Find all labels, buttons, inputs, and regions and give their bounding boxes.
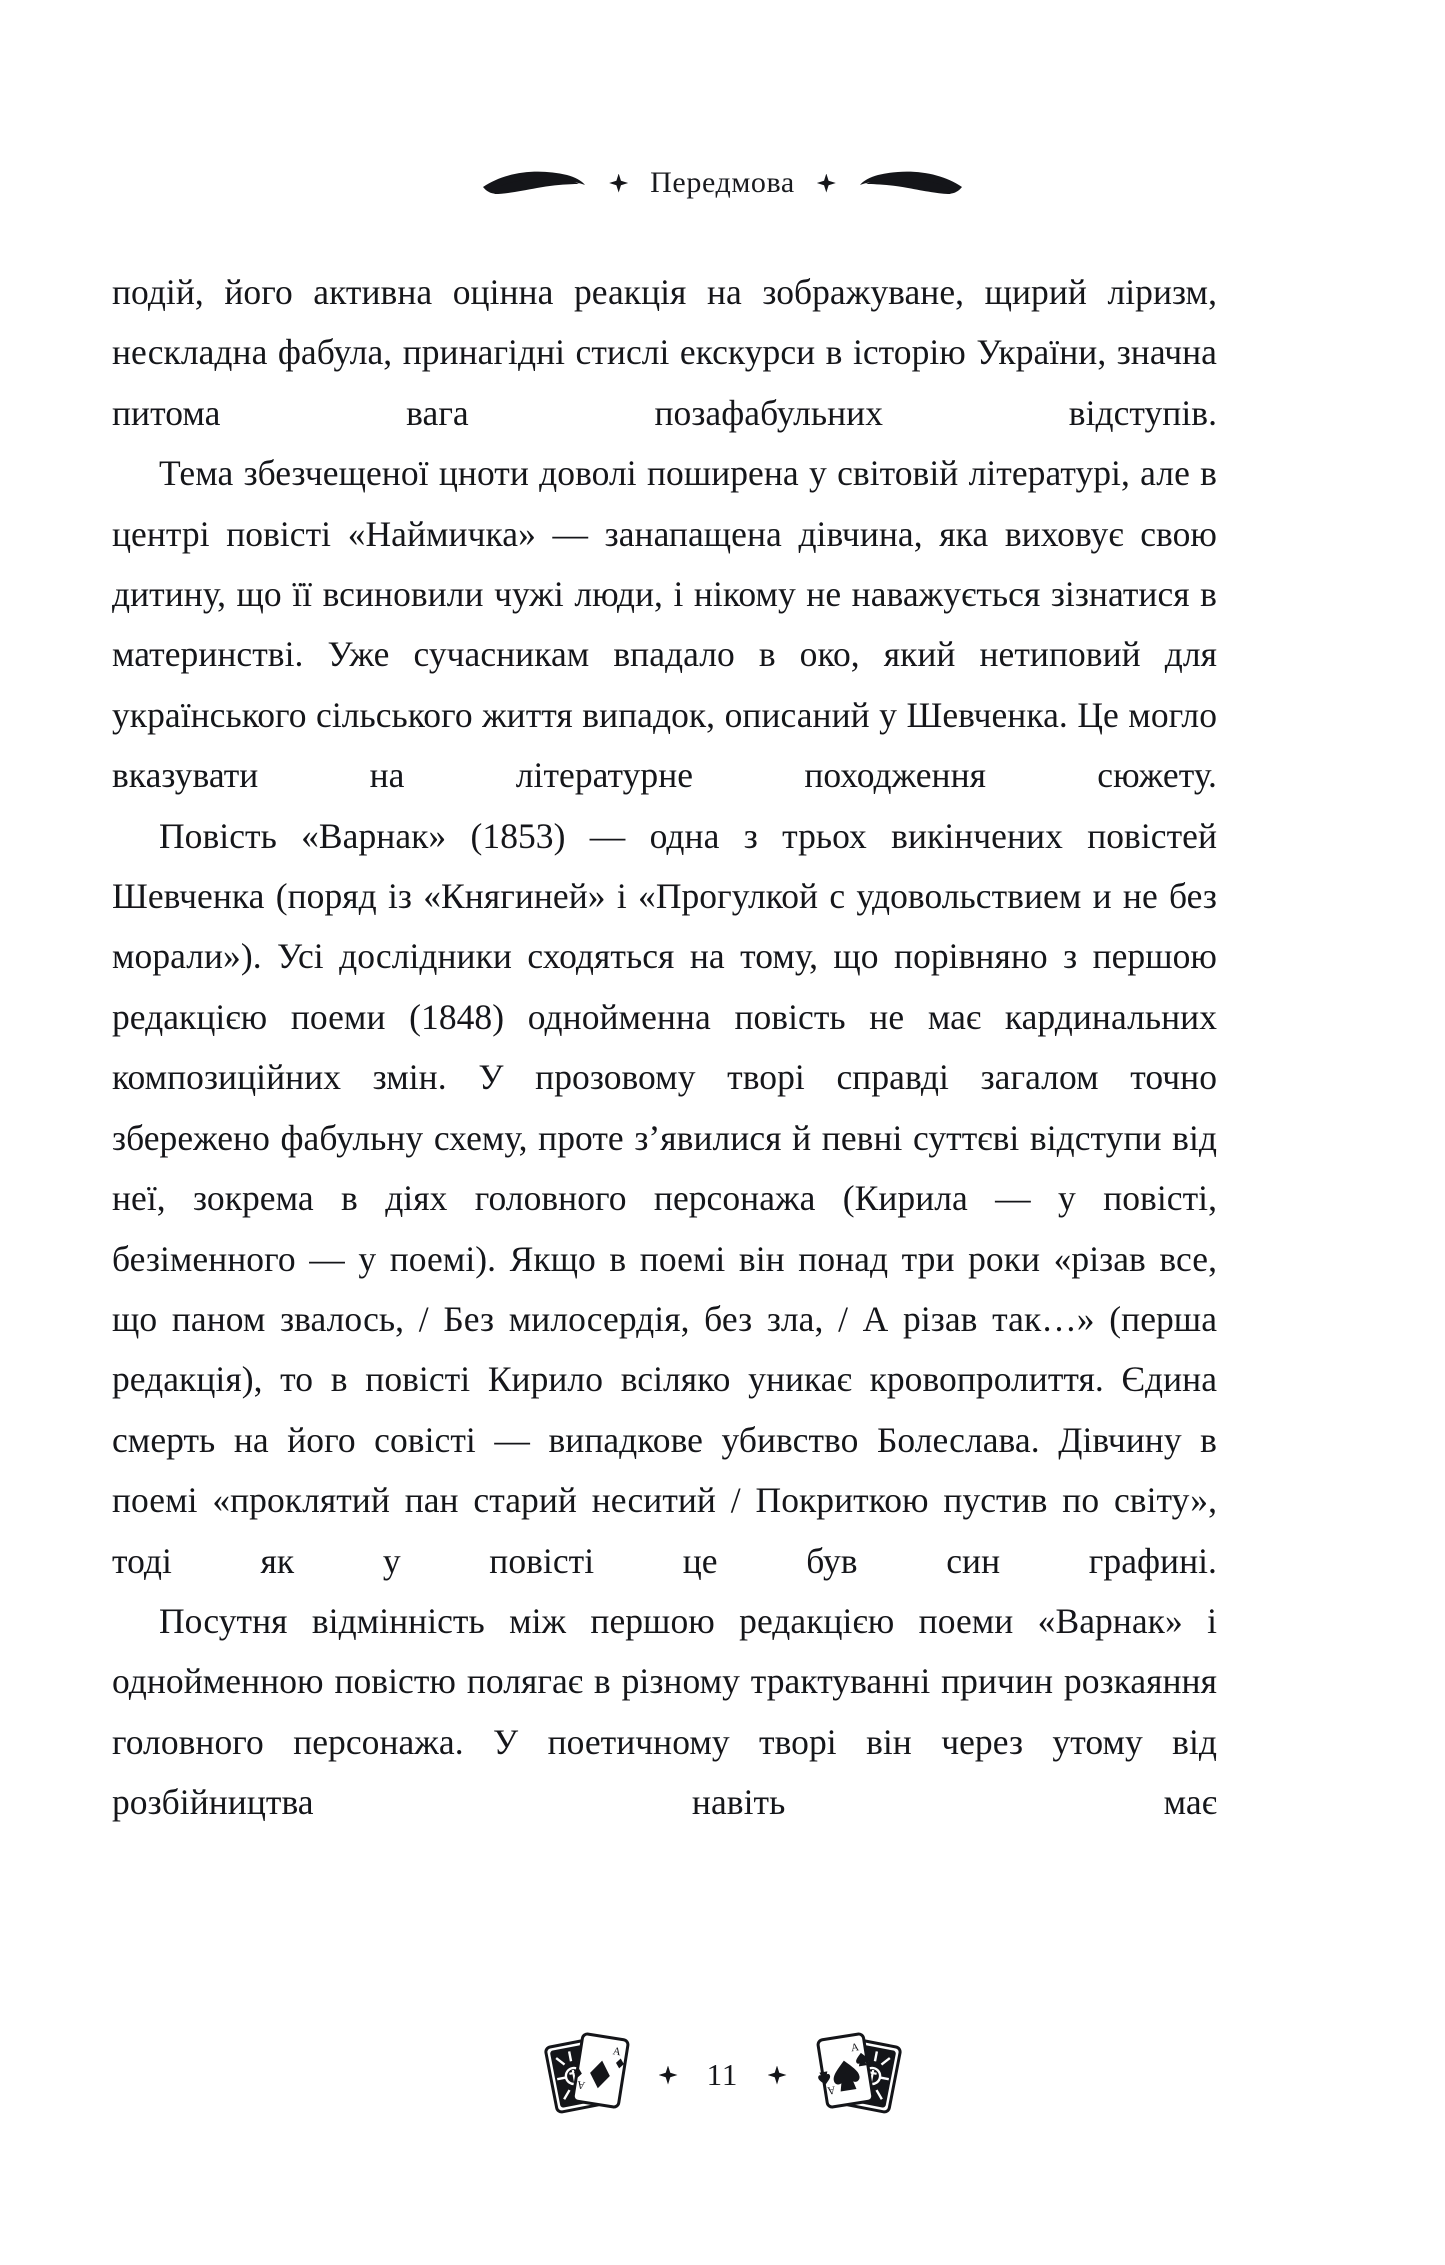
diamond-bullet-right-icon: [817, 174, 836, 193]
footer-diamond-bullet-left-icon: [659, 2066, 678, 2085]
paragraph-3: Повість «Варнак» (1853) — одна з трьох викінчених повістей Шевченка (поряд із «Княгиней» і «Прогулкой с удовольствием и не без морали»). Усі дослідники сходяться на тому, що порівняно з першою редакцією поеми (1848) однойменна повість не має кардинальних композиційних змін. У прозовому творі справді загалом точно збережено фабульну схему, проте з’явилися й певні суттєві відступи від неї, зокрема в діях головного персонажа (Кирила — у повісті, безіменного — у поемі). Якщо в поемі він понад три роки «різав все, що паном звалось, / Без милосердія, без зла, / А різав так…» (перша редакція), то в повісті Кирило всіляко уникає кровопролиття. Єдина смерть на його совісті — випадкове убивство Болеслава. Дівчину в поемі «проклятий пан старий неситий / Покриткою пустив по світу», тоді як у повісті це був син графині.: [112, 815, 1217, 1581]
leaf-ornament-left-icon: [481, 166, 587, 200]
running-head: [0, 166, 1445, 200]
svg-text:A: A: [575, 2078, 586, 2092]
diamond-bullet-left-icon: [609, 174, 628, 193]
paragraph-2: Тема збезчещеної цноти доволі поширена у світовій літературі, але в центрі повісті «Наймичка» — занапащена дівчина, яка виховує свою дитину, що її всиновили чужі люди, і нікому не наважується зізнатися в материнстві. Уже сучасникам впадало в око, який нетиповий для українського сільського життя випадок, описаний у Шевченка. Це могло вказувати на літературне походження сюжету.: [112, 453, 1217, 796]
paragraph-1: подій, його активна оцінна реакція на зображуване, щирий ліризм, нескладна фабула, принагідні стислі екскурси в історію України, значна питома вага позафабульних відступів.: [112, 272, 1217, 433]
body-text-block: [112, 262, 1217, 1833]
running-head-title: Передмова: [650, 166, 795, 199]
svg-text:A: A: [825, 2083, 836, 2097]
page-footer: [0, 2030, 1445, 2120]
svg-text:A: A: [849, 2041, 860, 2055]
svg-text:A: A: [611, 2045, 622, 2059]
playing-cards-ace-of-diamonds-icon: [539, 2030, 631, 2120]
playing-cards-ace-of-spades-icon: [815, 2030, 907, 2120]
footer-diamond-bullet-right-icon: [768, 2066, 787, 2085]
paragraph-4: Посутня відмінність між першою редакцією поеми «Варнак» і однойменною повістю полягає в різному трактуванні причин розкаяння головного персонажа. У поетичному творі він через утому від розбійництва навіть має: [112, 1600, 1217, 1823]
page-number: 11: [706, 2057, 739, 2092]
leaf-ornament-right-icon: [858, 166, 964, 200]
